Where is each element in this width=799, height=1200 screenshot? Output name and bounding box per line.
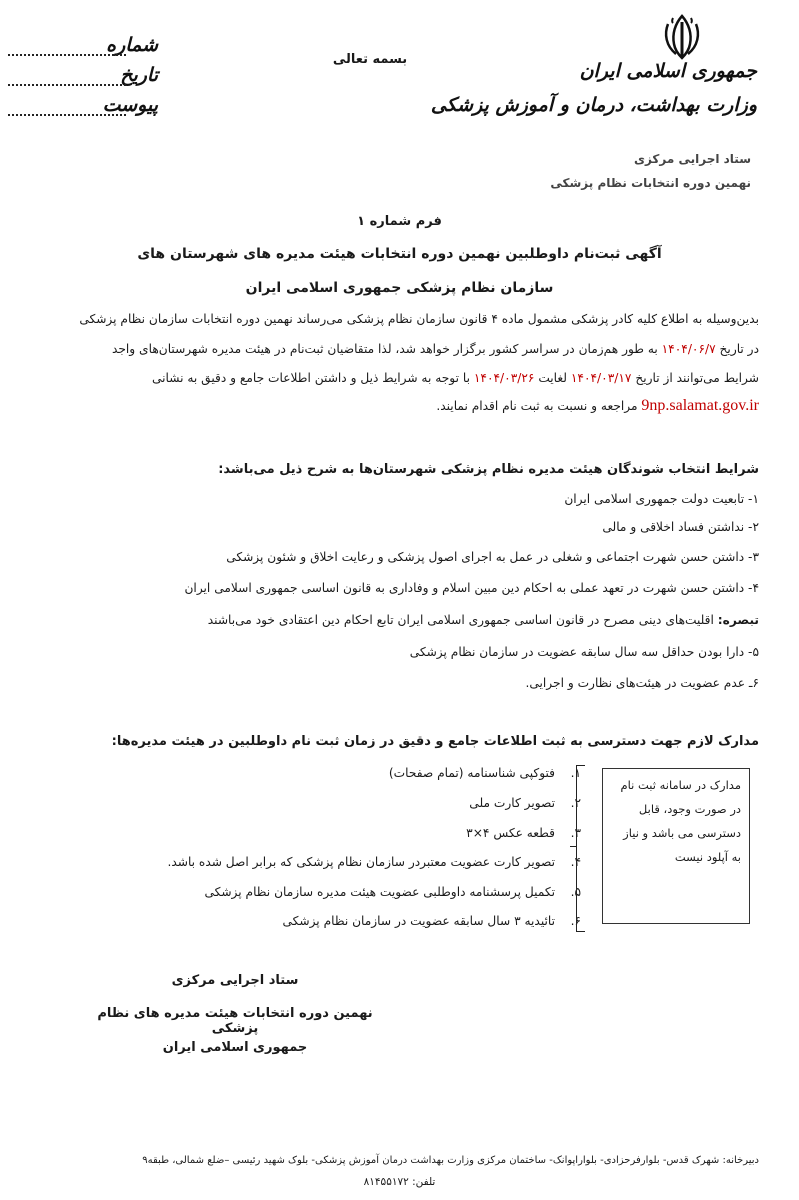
signature-line-3: جمهوری اسلامی ایران	[162, 1040, 308, 1055]
document-text: قطعه عکس ۴×۳	[466, 826, 555, 840]
announcement-title-line-2: سازمان نظام پزشکی جمهوری اسلامی ایران	[245, 280, 554, 296]
hq-name: ستاد اجرایی مرکزی	[633, 152, 751, 166]
letter-number-label: شماره	[106, 34, 158, 56]
document-text: تصویر کارت عضویت معتبردر سازمان نظام پزشکی که برابر اصل شده باشد.	[167, 855, 555, 869]
iran-emblem-icon	[660, 14, 704, 60]
document-item	[167, 855, 581, 869]
intro-text: به طور هم‌زمان در سراسر کشور برگزار خواهد شد، لذا متقاضیان ثبت‌نام در هیئت مدیره شهرستان‌های واجد	[111, 342, 662, 356]
document-number: ۶.	[570, 914, 581, 928]
letter-date-label: تاریخ	[120, 64, 158, 86]
dotted-line	[8, 54, 126, 56]
hq-subtitle: نهمین دوره انتخابات نظام پزشکی	[550, 176, 751, 190]
condition-note	[208, 613, 759, 627]
document-number: ۵.	[570, 885, 581, 899]
intro-text: با توجه به شرایط ذیل و داشتن اطلاعات جامع و دقیق به نشانی	[151, 371, 474, 385]
registration-website-link[interactable]: 9np.salamat.gov.ir	[641, 397, 759, 414]
brace-bracket-tip	[570, 846, 577, 847]
footer-phone: تلفن: ۸۱۴۵۵۱۷۲	[363, 1176, 436, 1188]
letter-number-field	[8, 34, 158, 62]
condition-item: ۴- داشتن حسن شهرت در تعهد عملی به احکام دین مبین اسلام و وفاداری به قانون اساسی جمهوری اسلامی ایران	[184, 581, 759, 595]
dotted-line	[8, 84, 126, 86]
document-number: ۳.	[570, 826, 581, 840]
announcement-title-line-1: آگهی ثبت‌نام داوطلبین نهمین دوره انتخابات هیئت مدیره های شهرستان های	[137, 246, 662, 262]
documents-title: مدارک لازم جهت دسترسی به ثبت اطلاعات جامع و دقیق در زمان ثبت نام داوطلبین در هیئت مدیره‌ها:	[111, 734, 759, 749]
registration-end-date: ۱۴۰۴/۰۳/۲۶	[473, 371, 535, 385]
intro-text: مراجعه و نسبت به ثبت نام اقدام نمایند.	[436, 399, 642, 413]
footer-address: دبیرخانه: شهرک قدس- بلوارفرحزادی- بلواراپوانک- ساختمان مرکزی وزارت بهداشت درمان آموزش پزشکی- بلوک شهید رئیسی –ضلع شمالی، طبقه۹	[142, 1155, 759, 1166]
condition-item: ۵- دارا بودن حداقل سه سال سابقه عضویت در سازمان نظام پزشکی	[409, 645, 759, 659]
letter-date-field	[8, 64, 158, 92]
note-text: اقلیت‌های دینی مصرح در قانون اساسی جمهوری اسلامی ایران تابع احکام دین اعتقادی خود می‌باشند	[207, 613, 718, 627]
document-text: تکمیل پرسشنامه داوطلبی عضویت هیئت مدیره سازمان نظام پزشکی	[204, 885, 555, 899]
condition-item: ۱- تابعیت دولت جمهوری اسلامی ایران	[564, 492, 759, 506]
intro-text: در تاریخ	[715, 342, 759, 356]
intro-line-3	[152, 371, 759, 385]
letter-attachment-field	[8, 94, 158, 122]
intro-line-1: بدین‌وسیله به اطلاع کلیه کادر پزشکی مشمول ماده ۴ قانون سازمان نظام پزشکی می‌رساند نهمین دوره انتخابات سازمان نظام پزشکی	[79, 312, 759, 326]
brace-bracket	[576, 765, 585, 932]
documents-note-box: مدارک در سامانه ثبت نام در صورت وجود، قابل دسترسی می باشد و نیاز به آپلود نیست	[602, 768, 750, 924]
document-item	[389, 766, 581, 780]
intro-text: شرایط می‌توانند از تاریخ	[631, 371, 759, 385]
document-text: تصویر کارت ملی	[469, 796, 555, 810]
document-number: ۱.	[570, 766, 581, 780]
condition-item: ۶ـ عدم عضویت در هیئت‌های نظارت و اجرایی.	[525, 676, 759, 690]
form-number: فرم شماره ۱	[357, 214, 442, 229]
ministry-header-line-2: وزارت بهداشت، درمان و آموزش پزشکی	[430, 94, 757, 116]
signature-line-2: نهمین دوره انتخابات هیئت مدیره های نظام پزشکی	[97, 1006, 373, 1036]
condition-item: ۲- نداشتن فساد اخلاقی و مالی	[602, 520, 759, 534]
conditions-title: شرایط انتخاب شوندگان هیئت مدیره نظام پزشکی شهرستان‌ها به شرح ذیل می‌باشد:	[218, 462, 759, 477]
intro-line-4	[436, 397, 759, 415]
document-item	[204, 885, 581, 899]
bismillah: بسمه تعالی	[332, 52, 408, 67]
condition-item: ۳- داشتن حسن شهرت اجتماعی و شغلی در عمل به اجرای اصول پزشکی و رعایت اخلاق و شئون پزشکی	[226, 550, 759, 564]
letter-attachment-label: پیوست	[102, 94, 158, 116]
document-text: تائیدیه ۳ سال سابقه عضویت در سازمان نظام پزشکی	[282, 914, 555, 928]
document-item	[466, 826, 581, 840]
signature-line-1: ستاد اجرایی مرکزی	[171, 973, 299, 988]
document-number: ۲.	[570, 796, 581, 810]
document-item	[469, 796, 581, 810]
document-number: ۴.	[570, 855, 581, 869]
dotted-line	[8, 114, 126, 116]
election-date: ۱۴۰۴/۰۶/۷	[661, 342, 716, 356]
document-text: فتوکپی شناسنامه (تمام صفحات)	[388, 766, 555, 780]
note-label: تبصره:	[717, 613, 759, 627]
ministry-header-line-1: جمهوری اسلامی ایران	[579, 60, 757, 82]
intro-text: لغایت	[534, 371, 571, 385]
document-item	[282, 914, 581, 928]
intro-line-2	[112, 342, 759, 356]
registration-start-date: ۱۴۰۴/۰۳/۱۷	[570, 371, 632, 385]
